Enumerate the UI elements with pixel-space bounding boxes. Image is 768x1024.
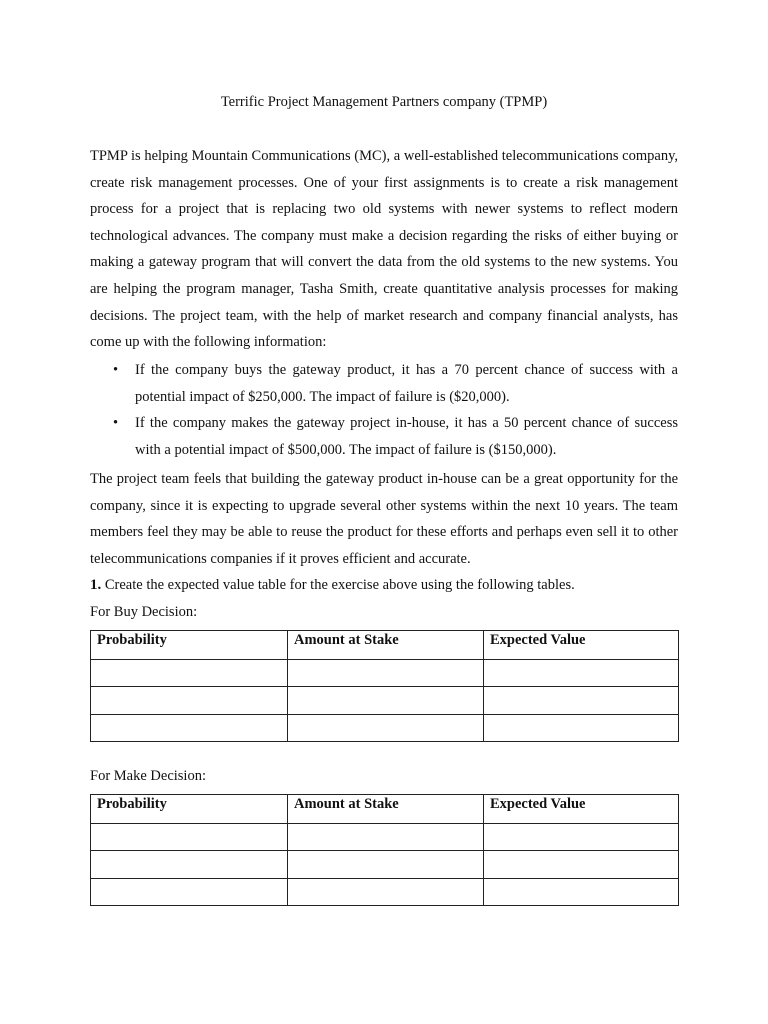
team-paragraph: The project team feels that building the gateway product in-house can be a great opportunity for the company, since it is expecting to upgrade several other systems within the next 10 years. The team members feel they may be able to reuse the product for these efforts and perhaps even sell it to other telecommunications companies if it proves efficient and accurate. (90, 471, 678, 567)
table-cell[interactable] (484, 851, 679, 879)
question-text: Create the expected value table for the exercise above using the following tables. (101, 577, 575, 593)
make-decision-label: For Make Decision: (90, 768, 206, 784)
header-probability: Probability (91, 631, 288, 660)
question-1 (90, 574, 575, 596)
header-expected-value: Expected Value (484, 795, 679, 824)
bullet-text-buy: If the company buys the gateway product, it has a 70 percent chance of success with a potential impact of $250,000. The impact of failure is ($20,000). (135, 362, 678, 405)
buy-decision-label: For Buy Decision: (90, 604, 198, 620)
header-expected-value: Expected Value (484, 631, 679, 660)
table-row (91, 659, 679, 687)
table-header-row (91, 631, 679, 660)
bullet-text-make: If the company makes the gateway project in-house, it has a 50 percent chance of success with a potential impact of $500,000. The impact of failure is ($150,000). (135, 415, 678, 458)
table-cell[interactable] (91, 851, 288, 879)
table-cell[interactable] (484, 823, 679, 851)
bullet-icon: • (113, 415, 119, 432)
table-row (91, 823, 679, 851)
table-cell[interactable] (91, 687, 288, 715)
table-row (91, 851, 679, 879)
buy-decision-table (90, 630, 679, 742)
header-amount-at-stake: Amount at Stake (288, 631, 484, 660)
header-amount-at-stake: Amount at Stake (288, 795, 484, 824)
table-row (91, 687, 679, 715)
table-cell[interactable] (288, 659, 484, 687)
bullet-item-make (90, 410, 678, 463)
table-cell[interactable] (91, 714, 288, 742)
table-cell[interactable] (91, 659, 288, 687)
table-cell[interactable] (91, 823, 288, 851)
intro-paragraph: TPMP is helping Mountain Communications (MC), a well-established telecommunications company, create risk management processes. One of your first assignments is to create a risk management process for a project that is replacing two old systems with newer systems to reflect modern technological advances. The company must make a decision regarding the risks of either buying or making a gateway program that will convert the data from the old systems to the new systems. You are helping the program manager, Tasha Smith, create quantitative analysis processes for making decisions. The project team, with the help of market research and company financial analysts, has come up with the following information: (90, 148, 678, 351)
make-decision-table (90, 794, 679, 906)
table-cell[interactable] (484, 687, 679, 715)
header-probability: Probability (91, 795, 288, 824)
info-bullet-list (90, 357, 678, 463)
bullet-item-buy (90, 357, 678, 410)
table-cell[interactable] (91, 878, 288, 906)
table-cell[interactable] (288, 851, 484, 879)
table-cell[interactable] (484, 714, 679, 742)
table-cell[interactable] (288, 823, 484, 851)
question-number: 1. (90, 577, 102, 593)
table-row (91, 878, 679, 906)
table-cell[interactable] (288, 687, 484, 715)
table-cell[interactable] (288, 878, 484, 906)
table-cell[interactable] (484, 659, 679, 687)
document-title: Terrific Project Management Partners company (TPMP) (220, 94, 548, 110)
table-cell[interactable] (484, 878, 679, 906)
table-cell[interactable] (288, 714, 484, 742)
table-row (91, 714, 679, 742)
bullet-icon: • (113, 362, 119, 378)
table-header-row (91, 795, 679, 824)
